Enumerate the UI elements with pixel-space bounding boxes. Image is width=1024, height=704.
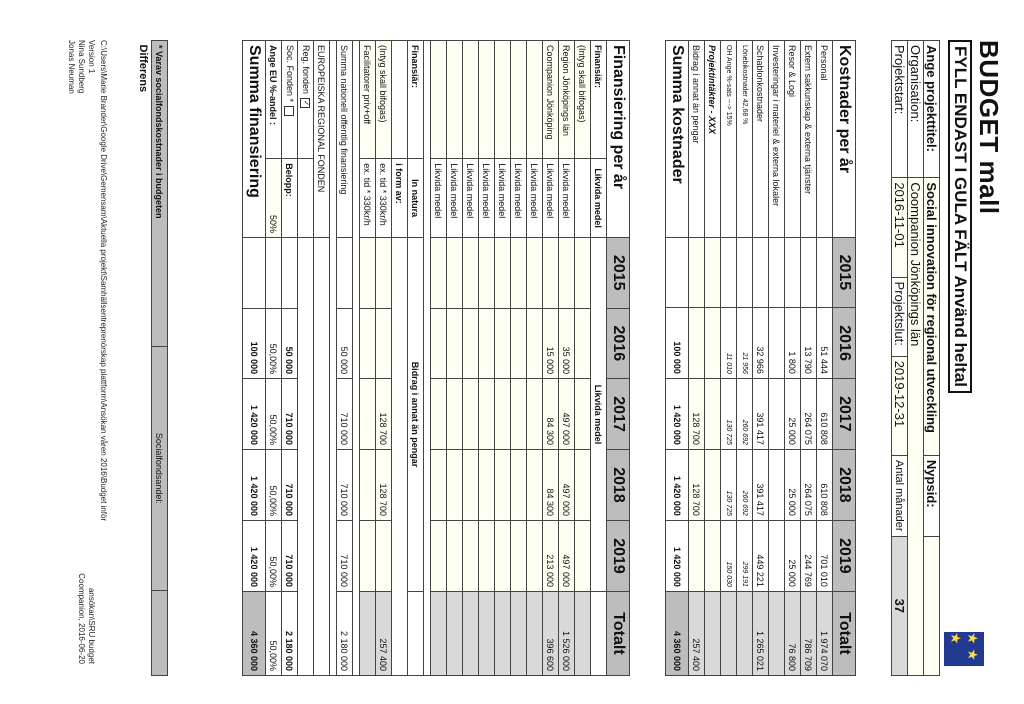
cost-row — [737, 41, 753, 676]
cost-cell: 264 075 — [801, 378, 817, 449]
cost-cell — [785, 237, 801, 308]
difference-label: Differens — [137, 44, 150, 93]
cost-cell — [769, 237, 785, 308]
natura-row — [360, 41, 376, 676]
likvida-cell[interactable] — [431, 521, 447, 592]
cost-cell[interactable] — [705, 378, 721, 449]
cost-cell: 25 000 — [785, 449, 801, 520]
funding-type-label — [575, 159, 591, 238]
project-info-table — [891, 40, 940, 676]
file-path: C:\Users\Marie Brander\Google Drive\Gemensam\Aktuella projekt\Samhällsentreprenörskap plattform\Ansökan våren 2016\Budget inför — [99, 40, 108, 522]
financing-sum-cell — [243, 237, 266, 308]
cost-cell: 130 725 — [721, 378, 737, 449]
financing-sum-cell: 1 420 000 — [243, 521, 266, 592]
likvida-row — [463, 41, 479, 676]
eu-pct-input[interactable]: 50% — [266, 159, 282, 238]
costs-sum-cell: 1 420 000 — [666, 520, 689, 591]
likvida-cell[interactable]: 15 000 — [543, 308, 559, 379]
likvida-cell[interactable] — [527, 237, 543, 308]
cost-cell[interactable]: 128 700 — [689, 449, 705, 520]
costs-sum-cell: 1 420 000 — [666, 449, 689, 520]
cost-cell: 130 725 — [721, 449, 737, 520]
soc-fund-row — [282, 41, 298, 159]
national-sum-label: Summa nationell offentlig finansiering — [337, 41, 353, 238]
cost-cell[interactable] — [705, 449, 721, 520]
cost-row-label: Extern sakkunskap & externa tjänster — [801, 41, 817, 238]
likvida-cell[interactable] — [495, 308, 511, 379]
likvida-cell[interactable] — [463, 521, 479, 592]
author-2: Jonas Neuman — [67, 40, 76, 94]
natura-rows — [360, 41, 392, 676]
likvida-cell[interactable] — [495, 521, 511, 592]
financier-name-field[interactable]: (Intyg skall bifogas) — [575, 41, 591, 159]
likvida-row — [447, 41, 463, 676]
cost-cell: 244 769 — [801, 520, 817, 591]
natura-financier-label: Finansiär: — [408, 41, 424, 159]
author-1: Nina Sundberg — [77, 40, 86, 94]
financier-name-field[interactable] — [447, 41, 463, 159]
likvida-cell[interactable] — [447, 521, 463, 592]
cost-cell: 1 800 — [785, 308, 801, 379]
likvida-row-total — [463, 591, 479, 675]
cost-row-label: Bidrag i annat än pengar — [689, 41, 705, 238]
cost-cell: 391 417 — [753, 449, 769, 520]
costs-table — [665, 40, 856, 676]
cost-cell: 701 010 — [817, 520, 833, 591]
cost-cell — [817, 237, 833, 308]
likvida-cell[interactable] — [447, 379, 463, 450]
cost-cell: 21 956 — [737, 308, 753, 379]
costs-year-header: 2018 — [833, 449, 856, 520]
nypsid-label: Nypsid: — [924, 455, 940, 536]
eu-amount-cell — [282, 237, 298, 308]
likvida-cell[interactable] — [527, 521, 543, 592]
national-sum-cell: 710 000 — [337, 521, 353, 592]
cost-cell: 25 000 — [785, 378, 801, 449]
cost-row-label: Lönebikostnader 42,68 % — [737, 41, 753, 238]
financing-sum-total: 4 360 000 — [243, 591, 266, 675]
natura-cell[interactable] — [360, 308, 376, 379]
likvida-cell[interactable] — [463, 379, 479, 450]
eu-pct-label: Ange EU %-andel : — [266, 41, 282, 159]
cost-row-label: Investeringar i materiel & externa lokaler — [769, 41, 785, 238]
likvida-cell[interactable] — [479, 237, 495, 308]
costs-total-header: Totalt — [833, 591, 856, 675]
cost-rows — [689, 41, 833, 676]
cost-row-total — [737, 591, 753, 675]
costs-sum-cell — [666, 237, 689, 308]
cost-row-total: 1 974 070 — [817, 591, 833, 675]
funding-type-label: Likvida medel — [543, 159, 559, 238]
likvida-cell[interactable]: 213 000 — [543, 521, 559, 592]
likvida-cell[interactable] — [447, 308, 463, 379]
national-sum-cell: 710 000 — [337, 379, 353, 450]
fin-year-header: 2019 — [607, 521, 630, 592]
cost-cell: 260 692 — [737, 378, 753, 449]
financier-name-field[interactable] — [511, 41, 527, 159]
social-fund-table — [136, 40, 174, 676]
natura-cell[interactable]: 128 700 — [376, 450, 392, 521]
cost-cell — [769, 378, 785, 449]
months-label: Antal månader — [892, 455, 908, 536]
natura-form-label: i form av: — [392, 159, 408, 238]
cost-row — [785, 41, 801, 676]
cost-row — [753, 41, 769, 676]
eu-amount-cell: 710 000 — [282, 521, 298, 592]
likvida-cell[interactable] — [559, 237, 575, 308]
likvida-row-total — [495, 591, 511, 675]
likvida-row-total: 396 600 — [543, 591, 559, 675]
social-fund-note: * Varav socialfondskostnader i budgeten — [152, 41, 168, 347]
likvida-cell[interactable] — [431, 308, 447, 379]
cost-row-total — [721, 591, 737, 675]
project-end-field[interactable]: 2019-12-31 — [892, 356, 908, 455]
costs-year-header: 2017 — [833, 378, 856, 449]
eu-amount-total: 2 180 000 — [282, 591, 298, 675]
financing-sum-cell: 1 420 000 — [243, 379, 266, 450]
soc-fund-label: Soc. Fonden * — [284, 45, 295, 103]
likvida-row — [479, 41, 495, 676]
financing-table — [242, 40, 630, 676]
cost-cell[interactable] — [689, 237, 705, 308]
cost-row — [705, 41, 721, 676]
amount-label: Belopp: — [282, 159, 298, 238]
cost-row-total: 1 265 021 — [753, 591, 769, 675]
cost-row-total — [769, 591, 785, 675]
reg-fund-row — [298, 41, 314, 159]
likvida-cell[interactable] — [479, 308, 495, 379]
cost-cell[interactable] — [689, 520, 705, 591]
costs-sum-cell: 100 000 — [666, 308, 689, 379]
eu-pct-cell: 50,00% — [266, 308, 282, 379]
funding-type-label: Likvida medel — [479, 159, 495, 238]
likvida-cell[interactable]: 497 000 — [559, 521, 575, 592]
cost-cell — [769, 449, 785, 520]
likvida-cell[interactable] — [447, 237, 463, 308]
cost-cell — [721, 237, 737, 308]
fin-total-header: Totalt — [607, 591, 630, 675]
eu-pct-cell: 50,00% — [266, 450, 282, 521]
financier-name-field[interactable]: Coompanion Jönköping — [543, 41, 559, 159]
funding-type-label: Likvida medel — [559, 159, 575, 238]
cost-cell[interactable] — [689, 308, 705, 379]
natura-cell[interactable] — [376, 521, 392, 592]
cost-cell[interactable] — [705, 308, 721, 379]
cost-cell: 260 692 — [737, 449, 753, 520]
cost-cell: 264 075 — [801, 449, 817, 520]
cost-row — [689, 41, 705, 676]
footer-left — [66, 40, 96, 94]
eu-amount-cell: 50 000 — [282, 308, 298, 379]
cost-cell — [769, 520, 785, 591]
funding-type-label: Likvida medel — [447, 159, 463, 238]
likvida-cell[interactable] — [575, 237, 591, 308]
version-text: Version 1 — [87, 40, 96, 74]
natura-cell[interactable] — [360, 450, 376, 521]
instruction-banner: FYLL ENDAST I GULA FÄLT Använd heltal — [948, 40, 972, 393]
natura-cell[interactable] — [376, 308, 392, 379]
cost-cell: 11 010 — [721, 308, 737, 379]
likvida-row — [575, 41, 591, 676]
likvida-cell[interactable]: 35 000 — [559, 308, 575, 379]
likvida-cell[interactable] — [511, 308, 527, 379]
likvida-header: Likvida medel — [591, 159, 607, 238]
fin-year-header: 2016 — [607, 308, 630, 379]
funding-type-label: Likvida medel — [495, 159, 511, 238]
organisation-field[interactable]: Coompanion Jönköpings län — [908, 178, 924, 676]
fin-year-header: 2017 — [607, 379, 630, 450]
footer-right-1: ansökan\SRU budget — [87, 587, 96, 664]
costs-sum-cell: 1 420 000 — [666, 378, 689, 449]
cost-row-label: Schablonkostnader — [753, 41, 769, 238]
project-title-field[interactable]: Social innovation för regional utveckling — [924, 178, 940, 456]
nypsid-field[interactable] — [924, 536, 940, 675]
natura-type-label: ex. tid * 330kr/h — [360, 159, 376, 238]
likvida-cell[interactable]: 84 300 — [543, 450, 559, 521]
cost-row — [721, 41, 737, 676]
natura-cell[interactable] — [376, 237, 392, 308]
cost-row-label: Projektintäkter - XXX — [705, 41, 721, 238]
financing-sum-cell: 100 000 — [243, 308, 266, 379]
likvida-cell[interactable]: 84 300 — [543, 379, 559, 450]
likvida-cell[interactable] — [463, 450, 479, 521]
national-sum-cell: 710 000 — [337, 450, 353, 521]
funding-type-label: Likvida medel — [463, 159, 479, 238]
likvida-row — [559, 41, 575, 676]
cost-cell — [737, 237, 753, 308]
cost-cell: 391 417 — [753, 378, 769, 449]
reg-fund-checkbox[interactable]: ✓ — [300, 98, 310, 108]
natura-cell[interactable]: 128 700 — [376, 379, 392, 450]
financier-name-field[interactable] — [495, 41, 511, 159]
funding-type-label: Likvida medel — [431, 159, 447, 238]
cost-cell: 32 966 — [753, 308, 769, 379]
cost-cell: 299 191 — [737, 520, 753, 591]
likvida-cell[interactable] — [527, 450, 543, 521]
eu-pct-cell: 50,00% — [266, 379, 282, 450]
eu-pct-cell: 50,00% — [266, 521, 282, 592]
likvida-cell[interactable] — [511, 379, 527, 450]
likvida-cell[interactable] — [463, 237, 479, 308]
cost-cell[interactable] — [705, 237, 721, 308]
likvida-cell[interactable] — [575, 308, 591, 379]
organisation-label: Organisation: — [908, 41, 924, 178]
cost-cell: 150 030 — [721, 520, 737, 591]
likvida-cell[interactable] — [511, 450, 527, 521]
cost-cell — [769, 308, 785, 379]
footer-right-2: Coompanion, 2016-06-20 — [77, 573, 86, 664]
likvida-cell[interactable] — [575, 521, 591, 592]
likvida-cell[interactable]: 497 000 — [559, 379, 575, 450]
cost-row-total: 76 800 — [785, 591, 801, 675]
natura-type-label: ex. tid * 330kr/h — [376, 159, 392, 238]
natura-header: In natura — [408, 159, 424, 238]
cost-cell — [753, 237, 769, 308]
natura-cell[interactable] — [360, 237, 376, 308]
likvida-cell[interactable] — [495, 450, 511, 521]
likvida-cell[interactable] — [575, 450, 591, 521]
likvida-cell[interactable] — [527, 308, 543, 379]
likvida-rows — [431, 41, 591, 676]
likvida-row-total — [479, 591, 495, 675]
cost-cell — [801, 237, 817, 308]
natura-cell[interactable] — [360, 379, 376, 450]
likvida-row — [543, 41, 559, 676]
likvida-cell[interactable] — [575, 379, 591, 450]
likvida-row-total — [447, 591, 463, 675]
fin-year-header: 2015 — [607, 237, 630, 308]
likvida-row — [431, 41, 447, 676]
page-title: BUDGET mall — [974, 40, 1004, 215]
months-value: 37 — [892, 536, 908, 675]
natura-financier-field[interactable]: (Intyg skall bifogas) — [376, 41, 392, 159]
eu-amount-cell: 710 000 — [282, 450, 298, 521]
eu-amount-cell: 710 000 — [282, 379, 298, 450]
financier-name-field[interactable] — [479, 41, 495, 159]
cost-row-label: OH Ange %-sats ---> 15% — [721, 41, 737, 238]
likvida-row-total: 1 526 000 — [559, 591, 575, 675]
footer-right — [76, 573, 96, 664]
costs-sum-total: 4 360 000 — [666, 591, 689, 675]
costs-heading: Kostnader per år — [833, 41, 856, 238]
cost-row — [769, 41, 785, 676]
cost-row — [817, 41, 833, 676]
costs-sum-label: Summa kostnader — [666, 41, 689, 238]
financing-heading: Finansiering per år — [607, 41, 630, 238]
funding-type-label: Likvida medel — [527, 159, 543, 238]
likvida-cell[interactable] — [479, 521, 495, 592]
likvida-cell[interactable] — [495, 237, 511, 308]
likvida-cell[interactable] — [431, 237, 447, 308]
national-sum-cell — [337, 237, 353, 308]
likvida-row-total — [511, 591, 527, 675]
cost-cell[interactable]: 128 700 — [689, 378, 705, 449]
eu-pct-cell — [266, 237, 282, 308]
likvida-row — [511, 41, 527, 676]
cost-cell: 13 790 — [801, 308, 817, 379]
likvida-row-total — [431, 591, 447, 675]
costs-year-header: 2019 — [833, 520, 856, 591]
national-sum-total: 2 180 000 — [337, 591, 353, 675]
costs-year-header: 2016 — [833, 308, 856, 379]
cost-cell: 610 808 — [817, 378, 833, 449]
cost-row — [801, 41, 817, 676]
financier-label: Finansiär: — [591, 41, 607, 159]
likvida-cell[interactable] — [479, 379, 495, 450]
financier-name-field[interactable] — [527, 41, 543, 159]
likvida-cell[interactable] — [431, 379, 447, 450]
cost-cell: 610 808 — [817, 449, 833, 520]
fin-year-header: 2018 — [607, 450, 630, 521]
cost-row-total: 786 709 — [801, 591, 817, 675]
financing-sum-label: Summa finansiering — [243, 41, 266, 238]
likvida-cell[interactable] — [511, 521, 527, 592]
funding-type-label: Likvida medel — [511, 159, 527, 238]
likvida-cell[interactable] — [447, 450, 463, 521]
reg-fund-label: Reg. fonden — [300, 45, 311, 95]
likvida-cell[interactable] — [511, 237, 527, 308]
costs-year-header: 2015 — [833, 237, 856, 308]
project-end-label: Projektslut: — [892, 277, 908, 356]
soc-fund-checkbox[interactable] — [284, 106, 294, 116]
eu-pct-total: 50,00% — [266, 591, 282, 675]
financier-name-field[interactable]: Region Jönköpings län — [559, 41, 575, 159]
cost-row-total: 257 400 — [689, 591, 705, 675]
likvida-row-total — [575, 591, 591, 675]
cost-cell: 25 000 — [785, 520, 801, 591]
natura-header-2: Bidrag i annat än pengar — [408, 237, 424, 591]
project-start-field[interactable]: 2016-11-01 — [892, 178, 908, 277]
natura-row-total: 257 400 — [376, 591, 392, 675]
likvida-row — [527, 41, 543, 676]
eu-flag-icon: ★ ★ ★ — [944, 632, 984, 666]
likvida-cell[interactable] — [463, 308, 479, 379]
financier-name-field[interactable] — [463, 41, 479, 159]
likvida-cell[interactable] — [495, 379, 511, 450]
cost-cell: 51 444 — [817, 308, 833, 379]
cost-cell[interactable] — [705, 520, 721, 591]
cost-row-label: Resor & Logi — [785, 41, 801, 238]
project-start-label: Projektstart: — [892, 41, 908, 178]
likvida-cell[interactable]: 497 000 — [559, 450, 575, 521]
national-sum-cell: 50 000 — [337, 308, 353, 379]
social-fund-share-label: Socialfondsandel: — [152, 346, 168, 590]
eu-fund-label: EUROPEISKA REGIONAL FONDEN — [314, 41, 330, 238]
financing-sum-cell: 1 420 000 — [243, 450, 266, 521]
financier-name-field[interactable] — [431, 41, 447, 159]
likvida-row — [495, 41, 511, 676]
likvida-header-2: Likvida medel — [591, 237, 607, 591]
likvida-cell[interactable] — [543, 237, 559, 308]
likvida-cell[interactable] — [527, 379, 543, 450]
cost-row-total — [705, 591, 721, 675]
cost-row-label: Personal — [817, 41, 833, 238]
cost-cell: 449 221 — [753, 520, 769, 591]
project-title-label: Ange projekttitel: — [924, 41, 940, 178]
likvida-cell[interactable] — [479, 450, 495, 521]
natura-financier-field[interactable]: Facilitatorer priv+off — [360, 41, 376, 159]
likvida-cell[interactable] — [431, 450, 447, 521]
natura-cell[interactable] — [360, 521, 376, 592]
likvida-row-total — [527, 591, 543, 675]
natura-row — [376, 41, 392, 676]
natura-row-total — [360, 591, 376, 675]
